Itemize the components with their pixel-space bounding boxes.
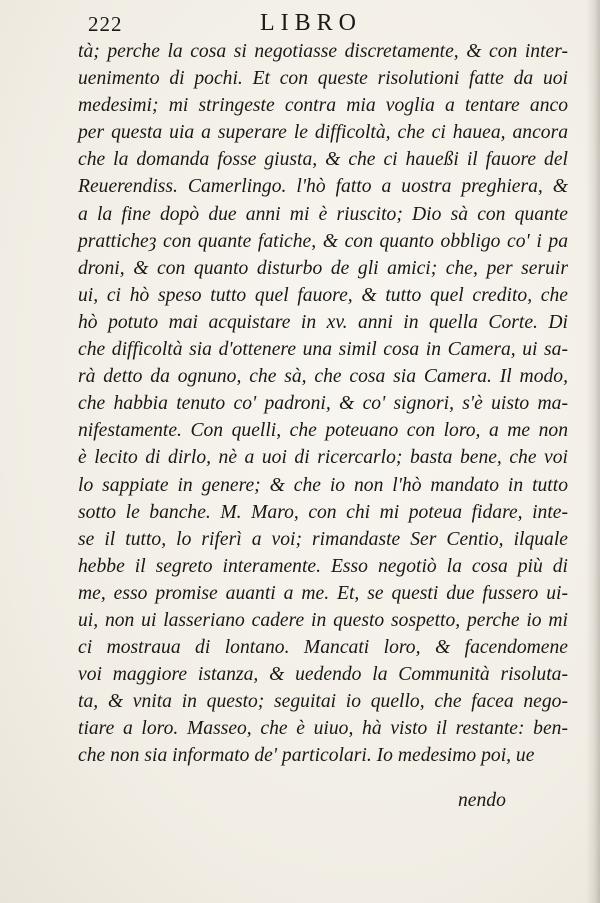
text-line: pratticheȝ con quante fatiche, & con quanto obbligo co' i pa [78,230,568,252]
text-line: lo sappiate in genere; & che io non l'hò mandato in tutto [78,474,568,496]
catchword: nendo [458,790,506,811]
text-line: per questa uia a superare le difficoltà, che ci hauea, ancora [78,122,568,144]
page-number: 222 [88,12,123,36]
text-line: a la fine dopò due anni mi è riuscito; Dio sà con quante [78,203,568,225]
text-line: che habbia tenuto co' padroni, & co' signori, s'è uisto ma- [78,393,568,415]
text-line: se il tutto, lo riferì a voi; rimandaste Ser Centio, ilquale [78,528,568,550]
gutter-shadow [586,0,600,903]
text-line: droni, & con quanto disturbo de gli amici; che, per seruir [78,257,568,279]
text-line: nifestamente. Con quelli, che poteuano con loro, a me non [78,420,568,442]
text-line: che la domanda fosse giusta, & che ci haueßi il fauore del [78,149,568,171]
text-line: voi maggiore istanza, & uedendo la Communità risoluta- [78,664,568,686]
text-line: sotto le banche. M. Maro, con chi mi poteua fidare, inte- [78,501,568,523]
text-line: ui, non ui lasseriano cadere in questo sospetto, perche io mi [78,609,568,631]
text-line: ui, ci hò speso tutto quel fauore, & tutto quel credito, che [78,284,568,306]
text-line: hò potuto mai acquistare in xv. anni in quella Corte. Di [78,311,568,333]
text-line: tà; perche la cosa si negotiasse discretamente, & con inter- [78,41,568,62]
text-block [78,38,568,770]
text-line: uenimento di pochi. Et con queste risolutioni fatte da uoi [78,68,568,90]
text-line: che non sia informato de' particolari. Io medesimo poi, ue [78,745,535,767]
text-line: ta, & vnita in questo; seguitai io quello, che facea nego- [78,691,568,713]
text-line: hebbe il segreto interamente. Esso negotiò la cosa più di [78,555,568,577]
text-line: me, esso promise auanti a me. Et, se questi due fussero ui- [78,582,568,604]
text-line: tiare a loro. Masseo, che è uiuo, hà visto il restante: ben- [78,718,568,740]
running-head [88,10,558,40]
text-line: rà detto da ognuno, che sà, che cosa sia Camera. Il modo, [78,366,568,388]
text-line: Reuerendiss. Camerlingo. l'hò fatto a uostra preghiera, & [78,176,568,198]
text-line: è lecito di dirlo, nè a uoi di ricercarlo; basta bene, che voi [78,447,568,469]
text-line: ci mostraua di lontano. Mancati loro, & facendomene [78,637,568,659]
text-line: medesimi; mi stringeste contra mia voglia a tentare anco [78,95,568,117]
text-line: che difficoltà sia d'ottenere una simil cosa in Camera, ui sa- [78,339,568,361]
running-title: LIBRO [260,10,362,36]
